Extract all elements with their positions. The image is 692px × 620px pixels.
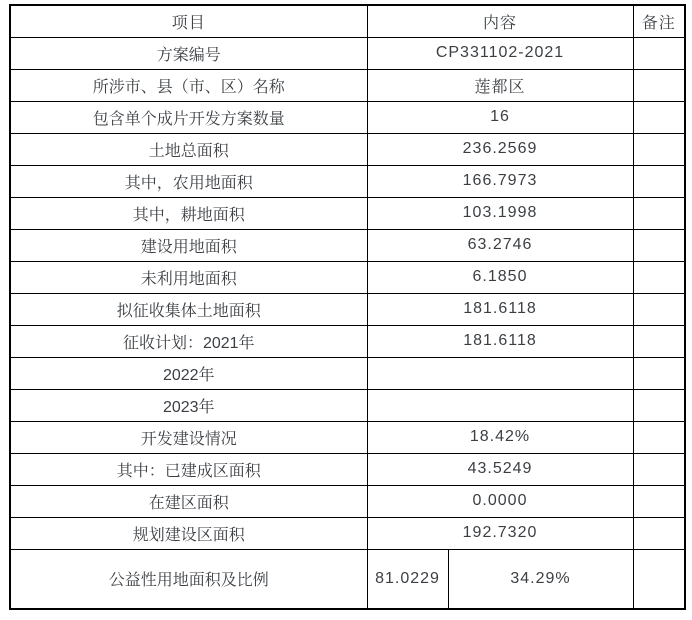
table-row-development-status (10, 421, 685, 453)
row-content-value: 43.5249 (367, 453, 633, 485)
row-remark (633, 293, 685, 325)
row-remark (633, 69, 685, 101)
row-content-value: 166.7973 (367, 165, 633, 197)
row-remark (633, 133, 685, 165)
row-content-value (367, 357, 633, 389)
row-remark (633, 261, 685, 293)
row-remark (633, 421, 685, 453)
table-row-plan-number (10, 37, 685, 69)
land-development-plan-table (9, 4, 686, 610)
row-content-value: 236.2569 (367, 133, 633, 165)
row-content-value: 192.7320 (367, 517, 633, 549)
public-welfare-ratio-value: 34.29% (448, 549, 633, 609)
table-row-plan-2023 (10, 389, 685, 421)
row-remark (633, 197, 685, 229)
table-row-plan-2021 (10, 325, 685, 357)
row-remark (633, 37, 685, 69)
row-content-value: 莲都区 (367, 69, 633, 101)
row-remark (633, 389, 685, 421)
header-remark: 备注 (633, 5, 685, 37)
table-header-row (10, 5, 685, 37)
row-item-label: 征收计划：2021年 (10, 325, 367, 357)
table-row-plan-2022 (10, 357, 685, 389)
row-remark (633, 165, 685, 197)
row-item-label: 公益性用地面积及比例 (10, 549, 367, 609)
row-item-label: 包含单个成片开发方案数量 (10, 101, 367, 133)
row-remark (633, 229, 685, 261)
table-row-agricultural-area (10, 165, 685, 197)
public-welfare-area-value: 81.0229 (367, 549, 448, 609)
table-row-cultivated-area (10, 197, 685, 229)
row-content-value: CP331102-2021 (367, 37, 633, 69)
table-row-plan-count (10, 101, 685, 133)
row-item-label: 规划建设区面积 (10, 517, 367, 549)
table-row-under-construction-area (10, 485, 685, 517)
row-item-label: 在建区面积 (10, 485, 367, 517)
row-item-label: 所涉市、县（市、区）名称 (10, 69, 367, 101)
table-row-total-land-area (10, 133, 685, 165)
row-item-label: 开发建设情况 (10, 421, 367, 453)
row-remark (633, 549, 685, 609)
row-content-value: 103.1998 (367, 197, 633, 229)
row-item-label: 2023年 (10, 389, 367, 421)
row-content-value (367, 389, 633, 421)
row-content-value: 181.6118 (367, 325, 633, 357)
header-content: 内容 (367, 5, 633, 37)
row-content-value: 63.2746 (367, 229, 633, 261)
row-item-label: 土地总面积 (10, 133, 367, 165)
row-item-label: 未利用地面积 (10, 261, 367, 293)
row-item-label: 2022年 (10, 357, 367, 389)
table-row-planned-construction-area (10, 517, 685, 549)
row-item-label: 其中，农用地面积 (10, 165, 367, 197)
row-item-label: 其中：已建成区面积 (10, 453, 367, 485)
table-row-construction-area (10, 229, 685, 261)
table-row-built-area (10, 453, 685, 485)
row-remark (633, 453, 685, 485)
row-remark (633, 101, 685, 133)
table-row-public-welfare-land (10, 549, 685, 609)
row-content-value: 0.0000 (367, 485, 633, 517)
row-content-value: 6.1850 (367, 261, 633, 293)
row-item-label: 拟征收集体土地面积 (10, 293, 367, 325)
header-item: 项目 (10, 5, 367, 37)
row-item-label: 建设用地面积 (10, 229, 367, 261)
row-remark (633, 357, 685, 389)
row-remark (633, 485, 685, 517)
row-remark (633, 325, 685, 357)
row-content-value: 181.6118 (367, 293, 633, 325)
table-row-collective-land-area (10, 293, 685, 325)
row-item-label: 其中，耕地面积 (10, 197, 367, 229)
row-item-label: 方案编号 (10, 37, 367, 69)
row-remark (633, 517, 685, 549)
table-row-unused-area (10, 261, 685, 293)
table-row-district-name (10, 69, 685, 101)
row-content-value: 18.42% (367, 421, 633, 453)
row-content-value: 16 (367, 101, 633, 133)
